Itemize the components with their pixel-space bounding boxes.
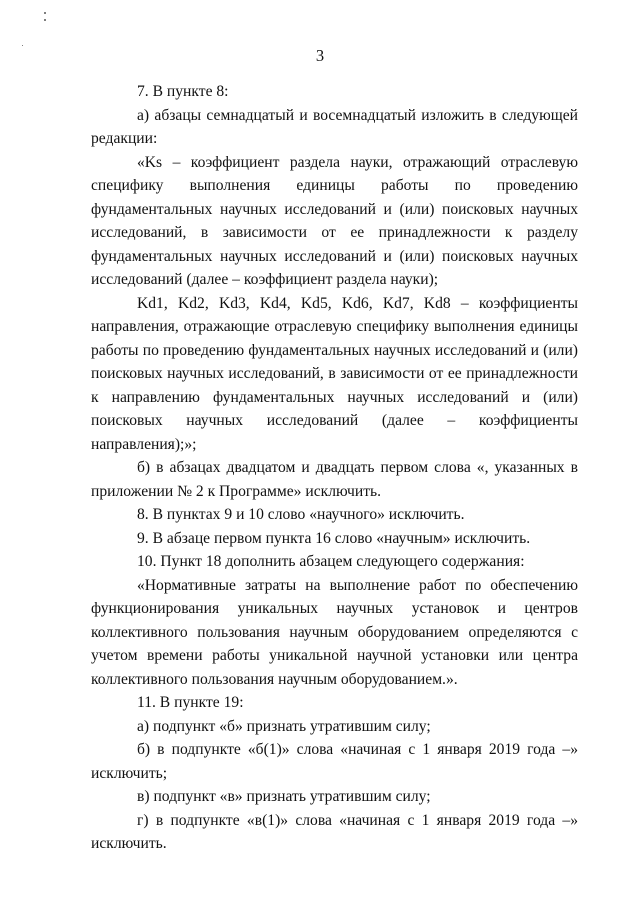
scan-speck: [44, 19, 46, 21]
paragraph-11-b: б) в подпункте «б(1)» слова «начиная с 1 января 2019 года –» исключить;: [91, 741, 578, 782]
page-number: 3: [315, 46, 325, 65]
paragraph-11-v: в) подпункт «в» признать утратившим силу;: [137, 788, 431, 805]
paragraph-11-a: а) подпункт «б» признать утратившим силу;: [137, 717, 431, 735]
paragraph-subitem-a: а) абзацы семнадцатый и восемнадцатый изложить в следующей редакции:: [91, 106, 578, 147]
paragraph-item-7: 7. В пункте 8:: [137, 83, 229, 100]
document-body: [91, 80, 578, 856]
paragraph-item-8: 8. В пунктах 9 и 10 слово «научного» исключить.: [137, 506, 465, 523]
paragraph-kd-definition: Kd1, Kd2, Kd3, Kd4, Kd5, Kd6, Kd7, Kd8 – коэффициенты направления, отражающие отраслевую специфику выполнения единицы работы по проведению фундаментальных научных исследований и (или) поисковых научных исследований, в зависимости от ее принадлежности к направлению фундаментальных научных исследований и (или) поисковых научных исследований (далее – коэффициенты направления);»;: [91, 294, 578, 453]
paragraph-ks-definition: «Ks – коэффициент раздела науки, отражающий отраслевую специфику выполнения единицы работы по проведению фундаментальных научных исследований и (или) поисковых научных исследований, в зависимости от ее принадлежности к разделу фундаментальных научных исследований и (или) поисковых научных исследований (далее – коэффициент раздела науки);: [91, 153, 578, 288]
paragraph-item-11: 11. В пункте 19:: [137, 694, 244, 711]
paragraph-11-g: г) в подпункте «в(1)» слова «начиная с 1 января 2019 года –» исключить.: [91, 811, 578, 852]
scan-speck: [44, 12, 46, 14]
paragraph-item-10: 10. Пункт 18 дополнить абзацем следующего содержания:: [137, 553, 525, 570]
paragraph-normative-costs: «Нормативные затраты на выполнение работ по обеспечению функционирования уникальных научных установок и центров коллективного пользования научным оборудованием определяются с учетом времени работы уникальной научной установки или центра коллективного пользования научным оборудованием.».: [91, 576, 578, 688]
paragraph-item-9: 9. В абзаце первом пункта 16 слово «научным» исключить.: [137, 529, 531, 547]
paragraph-subitem-b: б) в абзацах двадцатом и двадцать первом слова «, указанных в приложении № 2 к Программе» исключить.: [91, 459, 578, 500]
